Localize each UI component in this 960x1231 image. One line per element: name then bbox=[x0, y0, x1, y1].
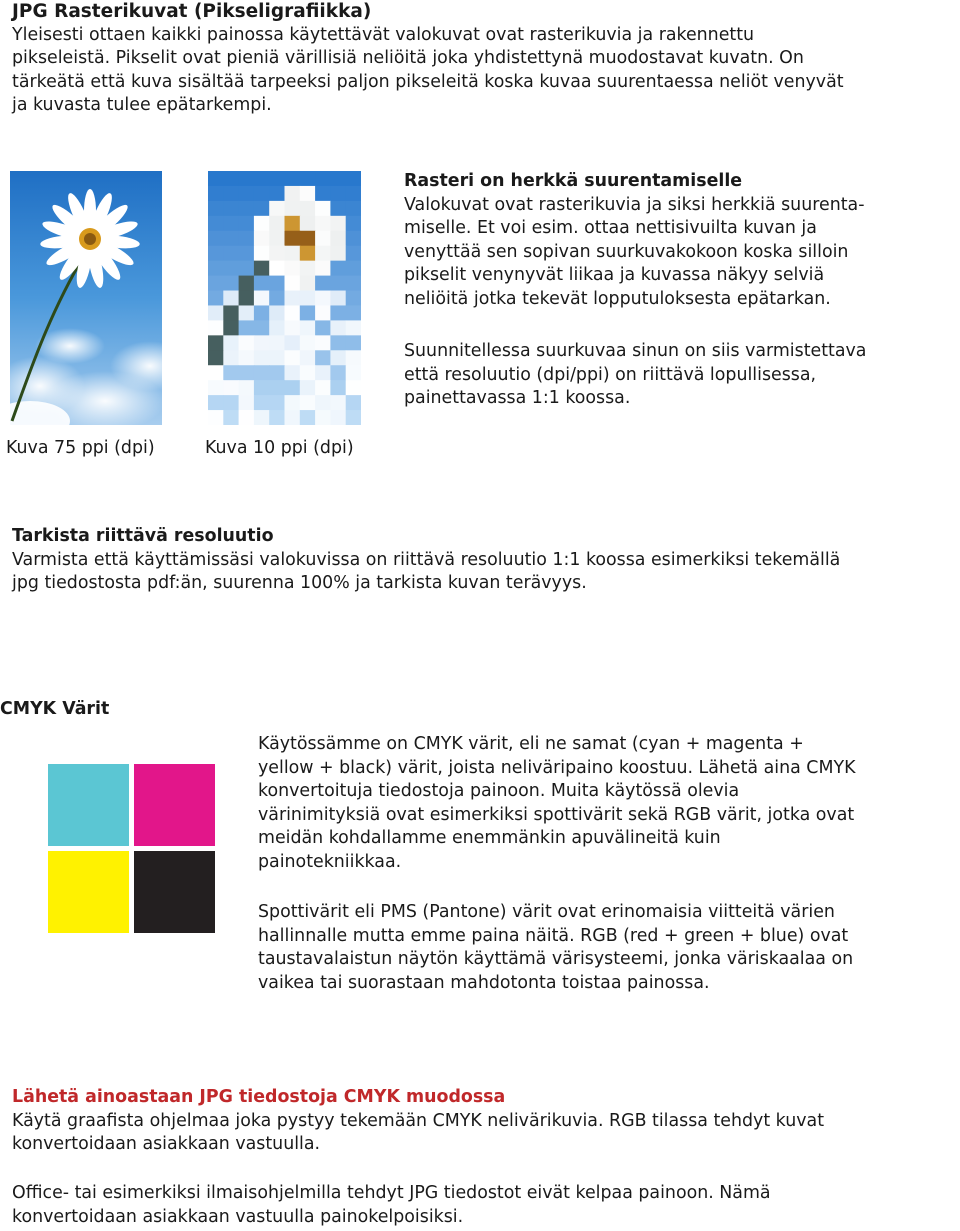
pixel-block bbox=[346, 261, 361, 276]
pixel-block bbox=[330, 380, 346, 395]
pixel-block bbox=[330, 395, 346, 410]
pixel-block bbox=[208, 305, 224, 320]
paragraph-line: taustavalaistun näytön käyttämä värisysteemi, jonka väriskaalaa on bbox=[258, 949, 854, 969]
pixel-block bbox=[300, 380, 316, 395]
pixel-block bbox=[208, 186, 224, 201]
pixel-block bbox=[254, 201, 270, 216]
pixel-block bbox=[208, 216, 224, 231]
pixel-block bbox=[330, 335, 346, 350]
pixel-block bbox=[239, 320, 255, 335]
pixel-block bbox=[285, 216, 301, 231]
pixel-block bbox=[239, 171, 255, 186]
pixel-block bbox=[269, 305, 285, 320]
pixel-block bbox=[254, 171, 270, 186]
pixel-block bbox=[285, 186, 301, 201]
pixel-block bbox=[346, 216, 361, 231]
pixel-block bbox=[346, 305, 361, 320]
pixel-block bbox=[223, 305, 239, 320]
pixel-block bbox=[346, 410, 361, 425]
section-check-resolution bbox=[12, 525, 952, 596]
pixel-block bbox=[269, 365, 285, 380]
pixel-block bbox=[330, 276, 346, 291]
paragraph-line: yellow + black) värit, joista neliväripaino koostuu. Lähetä aina CMYK bbox=[258, 757, 856, 778]
pixel-block bbox=[315, 365, 331, 380]
pixel-block bbox=[330, 365, 346, 380]
paragraph-line: painettavassa 1:1 koossa. bbox=[404, 388, 631, 408]
pixel-block bbox=[269, 231, 285, 246]
pixel-block bbox=[346, 201, 361, 216]
pixel-block bbox=[285, 350, 301, 365]
intro-line: ja kuvasta tulee epätarkempi. bbox=[12, 95, 272, 115]
pixel-block bbox=[254, 410, 270, 425]
pixel-block bbox=[346, 320, 361, 335]
yellow-swatch bbox=[48, 851, 129, 933]
pixel-block bbox=[254, 320, 270, 335]
pixel-block bbox=[300, 276, 316, 291]
pixel-block bbox=[315, 261, 331, 276]
pixel-block bbox=[285, 261, 301, 276]
paragraph-line: jpg tiedostosta pdf:än, suurenna 100% ja tarkista kuvan terävyys. bbox=[12, 573, 587, 593]
pixel-block bbox=[239, 261, 255, 276]
paragraph-line: meidän kohdallamme enemmänkin apuvälineitä kuin bbox=[258, 828, 721, 848]
pixel-block bbox=[285, 171, 301, 186]
pixel-block bbox=[254, 350, 270, 365]
section-send-jpg-cmyk bbox=[12, 1086, 952, 1157]
pixel-block bbox=[315, 231, 331, 246]
paragraph-spot-colors bbox=[258, 901, 948, 995]
pixel-block bbox=[330, 350, 346, 365]
pixel-block bbox=[315, 186, 331, 201]
pixel-block bbox=[300, 216, 316, 231]
pixel-block bbox=[315, 350, 331, 365]
pixel-block bbox=[239, 231, 255, 246]
pixel-block bbox=[208, 246, 224, 261]
paragraph-line: Spottivärit eli PMS (Pantone) värit ovat erinomaisia viitteitä värien bbox=[258, 902, 835, 922]
pixel-block bbox=[239, 410, 255, 425]
pixel-block bbox=[330, 171, 346, 186]
pixel-block bbox=[346, 350, 361, 365]
pixel-block bbox=[223, 335, 239, 350]
pixel-block bbox=[346, 276, 361, 291]
paragraph-line: että resoluutio (dpi/ppi) on riittävä lopullisessa, bbox=[404, 364, 817, 385]
pixel-block bbox=[223, 380, 239, 395]
intro-line: tärkeätä että kuva sisältää tarpeeksi paljon pikseleitä koska kuvaa suurentaessa neliöt venyvät bbox=[12, 71, 844, 92]
pixel-block bbox=[330, 216, 346, 231]
pixel-block bbox=[285, 395, 301, 410]
pixel-block bbox=[315, 276, 331, 291]
paragraph-line: hallinnalle mutta emme paina näitä. RGB (red + green + blue) ovat bbox=[258, 925, 849, 946]
black-swatch bbox=[134, 851, 215, 933]
pixel-block bbox=[223, 350, 239, 365]
pixel-block bbox=[239, 395, 255, 410]
pixel-block bbox=[285, 201, 301, 216]
paragraph-planning bbox=[404, 340, 952, 411]
pixel-block bbox=[208, 380, 224, 395]
pixel-block bbox=[223, 276, 239, 291]
pixel-block bbox=[269, 201, 285, 216]
paragraph-office-files bbox=[12, 1182, 952, 1229]
pixel-block bbox=[208, 291, 224, 306]
pixel-block bbox=[315, 380, 331, 395]
pixel-block bbox=[330, 320, 346, 335]
pixel-block bbox=[346, 171, 361, 186]
pixel-block bbox=[208, 320, 224, 335]
pixel-block bbox=[208, 395, 224, 410]
caption-75ppi: Kuva 75 ppi (dpi) bbox=[6, 438, 155, 458]
pixel-block bbox=[223, 410, 239, 425]
paragraph-line: konvertoituja tiedostoja painoon. Muita käytössä olevia bbox=[258, 781, 740, 801]
pixel-block bbox=[300, 395, 316, 410]
section-raster-images bbox=[12, 0, 952, 118]
pixel-block bbox=[300, 231, 316, 246]
pixel-block bbox=[239, 216, 255, 231]
pixel-block bbox=[330, 231, 346, 246]
pixel-block bbox=[285, 246, 301, 261]
intro-line: Yleisesti ottaen kaikki painossa käytettävät valokuvat ovat rasterikuvia ja rakennettu bbox=[12, 24, 755, 45]
pixel-block bbox=[239, 291, 255, 306]
paragraph-line: Käytä graafista ohjelmaa joka pystyy tekemään CMYK nelivärikuvia. RGB tilassa tehdyt kuvat bbox=[12, 1110, 825, 1131]
paragraph-line: värinimityksiä ovat esimerkiksi spottivärit sekä RGB värit, jotka ovat bbox=[258, 804, 855, 825]
pixel-block bbox=[269, 320, 285, 335]
pixel-block bbox=[223, 320, 239, 335]
section-raster-sensitivity bbox=[404, 170, 952, 311]
paragraph-line: konvertoidaan asiakkaan vastuulla painokelpoisiksi. bbox=[12, 1206, 464, 1227]
pixel-block bbox=[300, 410, 316, 425]
pixel-block bbox=[239, 380, 255, 395]
paragraph-line: konvertoidaan asiakkaan vastuulla. bbox=[12, 1134, 321, 1154]
pixel-block bbox=[269, 216, 285, 231]
pixel-block bbox=[300, 320, 316, 335]
pixel-block bbox=[208, 231, 224, 246]
pixel-block bbox=[300, 186, 316, 201]
pixel-block bbox=[239, 201, 255, 216]
pixel-block bbox=[300, 365, 316, 380]
section-title-send-jpg: Lähetä ainoastaan JPG tiedostoja CMYK muodossa bbox=[12, 1087, 506, 1107]
subsection-title-raster-sensitivity: Rasteri on herkkä suurentamiselle bbox=[404, 171, 743, 191]
pixel-block bbox=[223, 365, 239, 380]
pixel-block bbox=[300, 201, 316, 216]
pixel-block bbox=[254, 261, 270, 276]
pixel-block bbox=[285, 231, 301, 246]
pixel-block bbox=[285, 365, 301, 380]
cmyk-swatch-grid bbox=[48, 764, 216, 934]
pixel-block bbox=[254, 276, 270, 291]
pixel-block bbox=[269, 276, 285, 291]
pixel-block bbox=[223, 186, 239, 201]
daisy-photo-10ppi bbox=[208, 171, 361, 425]
pixel-block bbox=[346, 395, 361, 410]
pixel-block bbox=[239, 305, 255, 320]
pixel-block bbox=[269, 246, 285, 261]
pixel-block bbox=[300, 305, 316, 320]
pixel-block bbox=[269, 380, 285, 395]
pixel-block bbox=[239, 246, 255, 261]
pixel-block bbox=[315, 201, 331, 216]
paragraph-line: Office- tai esimerkiksi ilmaisohjelmilla tehdyt JPG tiedostot eivät kelpaa painoon. Nämä bbox=[12, 1183, 771, 1203]
pixel-block bbox=[254, 291, 270, 306]
pixel-block bbox=[208, 410, 224, 425]
pixel-block bbox=[330, 246, 346, 261]
pixel-block bbox=[254, 380, 270, 395]
pixel-block bbox=[254, 335, 270, 350]
pixel-block bbox=[285, 380, 301, 395]
pixel-block bbox=[285, 305, 301, 320]
pixel-block bbox=[208, 335, 224, 350]
pixel-block bbox=[346, 186, 361, 201]
cyan-swatch bbox=[48, 764, 129, 846]
pixel-block bbox=[346, 231, 361, 246]
pixel-block bbox=[315, 335, 331, 350]
pixel-block bbox=[330, 291, 346, 306]
pixel-block bbox=[254, 365, 270, 380]
pixel-block bbox=[285, 291, 301, 306]
pixel-block bbox=[269, 335, 285, 350]
pixel-block bbox=[223, 291, 239, 306]
pixel-block bbox=[330, 305, 346, 320]
pixel-block bbox=[346, 380, 361, 395]
pixel-block bbox=[315, 171, 331, 186]
paragraph-line: Valokuvat ovat rasterikuvia ja siksi herkkiä suurenta- bbox=[404, 194, 865, 215]
section-title-resolution: Tarkista riittävä resoluutio bbox=[12, 526, 274, 546]
pixelated-daisy-image bbox=[208, 171, 361, 425]
pixel-block bbox=[315, 395, 331, 410]
intro-line: pikseleistä. Pikselit ovat pieniä värillisiä neliöitä joka yhdistettynä muodostavat kuvatn. On bbox=[12, 48, 804, 68]
pixel-block bbox=[315, 216, 331, 231]
pixel-block bbox=[346, 291, 361, 306]
pixel-block bbox=[239, 335, 255, 350]
paragraph-line: venyttää sen sopivan suurkuvakokoon koska silloin bbox=[404, 241, 849, 262]
paragraph-line: Käytössämme on CMYK värit, eli ne samat (cyan + magenta + bbox=[258, 734, 804, 754]
pixel-block bbox=[269, 261, 285, 276]
pixel-block bbox=[223, 231, 239, 246]
section-title-cmyk: CMYK Värit bbox=[0, 699, 110, 719]
paragraph-line: vaikea tai suorastaan mahdotonta toistaa painossa. bbox=[258, 972, 710, 993]
paragraph-line: Suunnitellessa suurkuvaa sinun on siis varmistettava bbox=[404, 341, 867, 361]
pixel-block bbox=[208, 201, 224, 216]
pixel-block bbox=[300, 171, 316, 186]
pixel-block bbox=[300, 335, 316, 350]
pixel-block bbox=[269, 186, 285, 201]
pixel-block bbox=[330, 201, 346, 216]
pixel-block bbox=[254, 186, 270, 201]
pixel-block bbox=[315, 246, 331, 261]
pixel-block bbox=[223, 171, 239, 186]
section-title-raster: JPG Rasterikuvat (Pikseligrafiikka) bbox=[12, 1, 372, 22]
magenta-swatch bbox=[134, 764, 215, 846]
paragraph-line: Varmista että käyttämissäsi valokuvissa on riittävä resoluutio 1:1 koossa esimerkiksi tekemällä bbox=[12, 549, 841, 570]
pixel-block bbox=[269, 171, 285, 186]
pixel-block bbox=[239, 276, 255, 291]
pixel-block bbox=[330, 261, 346, 276]
pixel-block bbox=[300, 261, 316, 276]
pixel-block bbox=[330, 186, 346, 201]
pixel-block bbox=[285, 320, 301, 335]
pixel-block bbox=[208, 350, 224, 365]
pixel-block bbox=[254, 395, 270, 410]
pixel-block bbox=[269, 350, 285, 365]
paragraph-line: neliöitä jotka tekevät lopputuloksesta epätarkan. bbox=[404, 288, 831, 309]
daisy-photo-75ppi bbox=[10, 171, 162, 425]
pixel-block bbox=[223, 201, 239, 216]
paragraph-line: painotekniikkaa. bbox=[258, 851, 402, 872]
pixel-block bbox=[269, 410, 285, 425]
paragraph-cmyk-colors bbox=[258, 733, 948, 874]
pixel-block bbox=[300, 350, 316, 365]
pixel-block bbox=[269, 395, 285, 410]
pixel-block bbox=[300, 246, 316, 261]
pixel-block bbox=[254, 216, 270, 231]
pixel-block bbox=[223, 261, 239, 276]
pixel-block bbox=[346, 365, 361, 380]
pixel-block bbox=[330, 410, 346, 425]
daisy-image bbox=[10, 171, 162, 425]
pixel-block bbox=[239, 350, 255, 365]
pixel-block bbox=[254, 305, 270, 320]
pixel-block bbox=[223, 216, 239, 231]
paragraph-line: miselle. Et voi esim. ottaa nettisivuilta kuvan ja bbox=[404, 218, 817, 238]
pixel-block bbox=[300, 291, 316, 306]
pixel-block bbox=[315, 410, 331, 425]
pixel-block bbox=[285, 335, 301, 350]
pixel-block bbox=[315, 291, 331, 306]
caption-10ppi: Kuva 10 ppi (dpi) bbox=[205, 438, 354, 458]
paragraph-line: pikselit venynyvät liikaa ja kuvassa näkyy selviä bbox=[404, 265, 825, 285]
pixel-block bbox=[223, 246, 239, 261]
pixel-block bbox=[208, 365, 224, 380]
pixel-block bbox=[346, 335, 361, 350]
pixel-block bbox=[239, 365, 255, 380]
pixel-block bbox=[239, 186, 255, 201]
pixel-block bbox=[346, 246, 361, 261]
pixel-block bbox=[315, 305, 331, 320]
pixel-block bbox=[208, 171, 224, 186]
pixel-block bbox=[254, 246, 270, 261]
pixel-block bbox=[254, 231, 270, 246]
pixel-block bbox=[208, 261, 224, 276]
pixel-block bbox=[223, 395, 239, 410]
pixel-block bbox=[285, 410, 301, 425]
pixel-block bbox=[208, 276, 224, 291]
pixel-block bbox=[269, 291, 285, 306]
pixel-block bbox=[285, 276, 301, 291]
pixel-block bbox=[315, 320, 331, 335]
